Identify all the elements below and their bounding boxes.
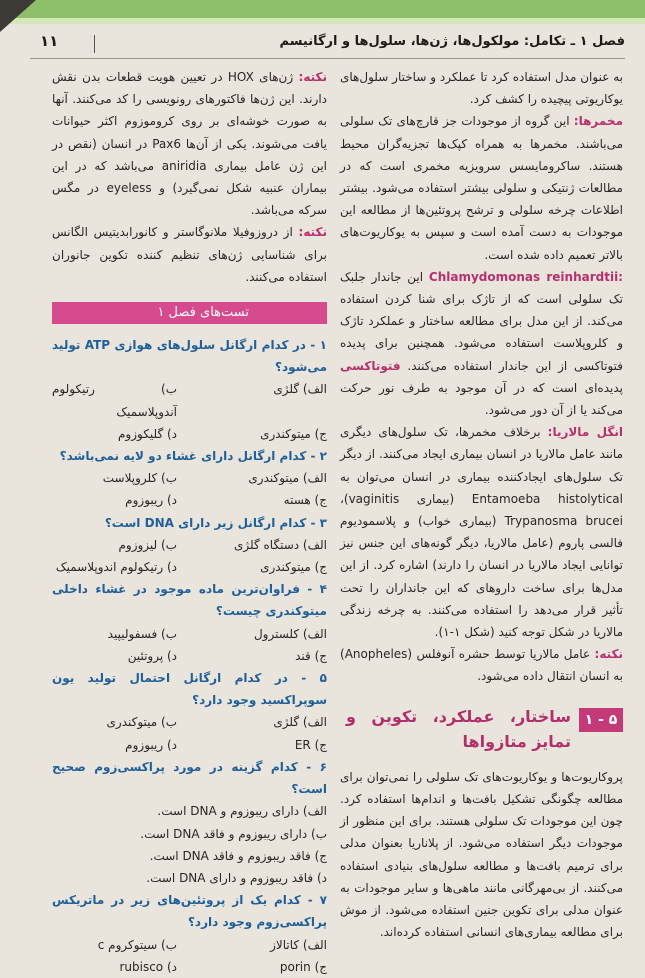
right-column (340, 66, 623, 943)
paragraph-chlamydomonas: Chlamydomonas reinhardtii: این جاندار جلبک تک سلولی است که از تاژک برای شنا کردن استفاده می‌کند. از این مدل برای مطالعه ساختار و عملکرد تاژک و کلروپلاست استفاده می‌شود. همچنین برای پدیده فتوتاکسی از این جاندار استفاده می‌کنند. فتوتاکسی پدیده‌ای است که در آن موجود به طرف نور حرکت می‌کند یا از آن دور می‌شود. (340, 269, 623, 418)
question-text: ۳ - کدام ارگانل زیر دارای DNA است؟ (104, 515, 327, 530)
option: ج) فاقد ریبوزوم و فاقد DNA است. (149, 848, 327, 863)
term-label: انگل مالاریا: (547, 425, 623, 440)
chapter-title: فصل ۱ ـ تکامل: مولکول‌ها، ژن‌ها، سلول‌ها و ارگانیسم (279, 34, 625, 49)
page-corner-fold (0, 0, 36, 32)
question-text: ۵ - در کدام ارگانل احتمال تولید یون سوپراکسید وجود دارد؟ (52, 671, 327, 708)
note-drosophila: نکته: از دروزوفیلا ملانوگاستر و کانورابدیتیس الگانس برای شناسایی ژن‌های تنظیم کننده تکوین جانوران استفاده می‌کنند. (52, 225, 327, 284)
option: الف) کلسترول (253, 626, 327, 641)
header-separator (94, 35, 95, 53)
option: ب) دارای ریبوزوم و فاقد DNA است. (140, 826, 327, 841)
paragraph-yeasts: مخمرها: این گروه از موجودات جز قارچ‌های تک سلولی می‌باشند. مخمرها به همراه کپک‌ها تجزیه‌گران محیط هستند. ساکرومایسس سرویزیه مخمری است که در مطالعات ژنتیکی و سلولی بیشتر استفاده می‌شود. بیشتر اطلاعات چرخه سلولی و ترشح پروتئین‌ها از مطالعه این موجودات به دست آمده است و سپس به یوکاریوت‌های بالاتر تعمیم داده شده است. (340, 114, 623, 262)
option: ب) میتوکندری (106, 715, 177, 730)
question-text: ۷ - کدام یک از پروتئین‌های زیر در ماتریکس پراکسی‌زوم وجود دارد؟ (52, 893, 327, 930)
option: د) rubisco (119, 959, 177, 974)
option: ج) میتوکندری (260, 560, 327, 575)
option: ب) رتیکولوم آندوپلاسمیک (52, 382, 177, 419)
option: د) رتیکولوم اندوپلاسمیک (55, 560, 177, 575)
option: الف) گلژی (273, 715, 327, 730)
term-label: مخمرها: (573, 114, 623, 129)
option: ب) کلروپلاست (102, 471, 177, 486)
question-text: ۴ - فراوان‌ترین ماده موجود در غشاء داخلی میتوکندری چیست؟ (52, 582, 327, 619)
option: ج) هسته (283, 493, 327, 508)
option: الف) دارای ریبوزوم و DNA است. (157, 804, 327, 819)
option: الف) میتوکندری (248, 471, 327, 486)
term-label: Chlamydomonas reinhardtii: (428, 269, 623, 284)
question-7 (52, 889, 327, 978)
paragraph: پروکاریوت‌ها و یوکاریوت‌های تک سلولی را نمی‌توان برای مطالعه چگونگی تشکیل بافت‌ها و اندام‌ها استفاده کرد. چون این موجودات تک سلولی هستند. برای این منظور از موجودات دیگر استفاده می‌شود. از پلاناریا بعنوان مدلی برای ترمیم بافت‌ها و مطالعه سلول‌های بنیادی استفاده می‌کنند. از بی‌مهرگانی مانند ماهی‌ها و سایر موجودات به عنوان مدلی برای تکوین جنین استفاده می‌شود. از موش برای مطالعه بیماری‌های انسانی استفاده کرده‌اند. (340, 769, 623, 940)
section-heading (340, 702, 623, 754)
section-number: ۱ - ۵ (579, 708, 623, 732)
page-header (30, 32, 625, 56)
option: الف) کاتالاز (270, 937, 327, 952)
note-hox: نکته: ژن‌های HOX در تعیین هویت قطعات بدن نقش دارند. این ژن‌ها فاکتورهای رونویسی را کد می‌کنند. آنها به صورت خوشه‌ای بر روی کروموزوم اکثر حیوانات یافت می‌شوند. یکی از آن‌ها Pax6 در انسان (نقص در این ژن عامل بیماری aniridia می‌باشد که در این بیماران عنبیه شکل نمی‌گیرد) و eyeless در مگس سرکه می‌باشد. (52, 70, 328, 218)
option: ب) لیزوزوم (118, 537, 177, 552)
question-3 (52, 512, 327, 579)
option: د) پروتئین (127, 648, 177, 663)
option: الف) دستگاه گلژی (233, 537, 327, 552)
option: ج) porin (279, 959, 327, 974)
option: د) ریبوزوم (125, 737, 177, 752)
question-2 (52, 445, 327, 512)
page-number: ۱۱ (40, 32, 59, 50)
question-text: ۲ - کدام ارگانل دارای غشاء دو لایه نمی‌باشد؟ (59, 449, 327, 464)
option: د) فاقد ریبوزوم و دارای DNA است. (146, 870, 327, 885)
note-label: نکته: (298, 70, 327, 84)
left-column (52, 66, 327, 978)
option: ب) فسفولیپید (107, 626, 177, 641)
question-6 (52, 756, 327, 889)
top-color-strip (0, 18, 645, 24)
option: د) ریبوزوم (125, 493, 177, 508)
paragraph-note: نکته: عامل مالاریا توسط حشره آنوفلس (Anopheles) به انسان انتقال داده می‌شود. (340, 647, 623, 684)
option: الف) گلژی (273, 382, 327, 397)
header-rule (30, 58, 625, 59)
question-4 (52, 578, 327, 667)
paragraph: به عنوان مدل استفاده کرد تا عملکرد و ساختار سلول‌های یوکاریوتی پیچیده را کشف کرد. (340, 70, 623, 107)
section-title: ساختار، عملکرد، تکوین و تمایز متازواها (346, 706, 571, 751)
option: د) گلیکوزوم (118, 426, 177, 441)
option: ج) ER (294, 737, 327, 752)
question-1 (52, 334, 327, 445)
question-5 (52, 667, 327, 756)
note-label: نکته: (594, 647, 623, 662)
tests-title-bar: تست‌های فصل ۱ (52, 302, 327, 324)
note-label: نکته: (298, 225, 327, 240)
term-highlight: فتوتاکسی (340, 358, 401, 373)
question-text: ۶ - کدام گزینه در مورد پراکسی‌زوم صحیح است؟ (52, 759, 327, 797)
option: ب) سیتوکروم c (97, 937, 177, 952)
question-text: ۱ - در کدام ارگانل سلول‌های هوازی ATP تولید می‌شود؟ (52, 338, 327, 375)
option: ج) قند (295, 648, 327, 663)
option: ج) میتوکندری (260, 426, 327, 441)
paragraph-malaria: انگل مالاریا: برخلاف مخمرها، تک سلول‌های دیگری مانند عامل مالاریا در انسان بیماری ایجاد می‌کنند. از دیگر تک سلول‌های ایجادکننده بیماری در انسان می‌توان به Entamoeba histolytical (بیماری vaginitis)، Trypanosma brucei (بیماری خواب) و پلاسمودیوم فالسی پاروم (عامل مالاریا، دیگر گونه‌های این جنس نیز توانایی ایجاد مالاریا در انسان را دارند) اشاره کرد. از این مدل‌ها برای ساخت داروهای که این جانداران را تحت تأثیر قرار می‌دهد را استفاده می‌کنند. به چرخه زندگی مالاریا در شکل توجه کنید (شکل ۱-۱). (340, 425, 623, 640)
